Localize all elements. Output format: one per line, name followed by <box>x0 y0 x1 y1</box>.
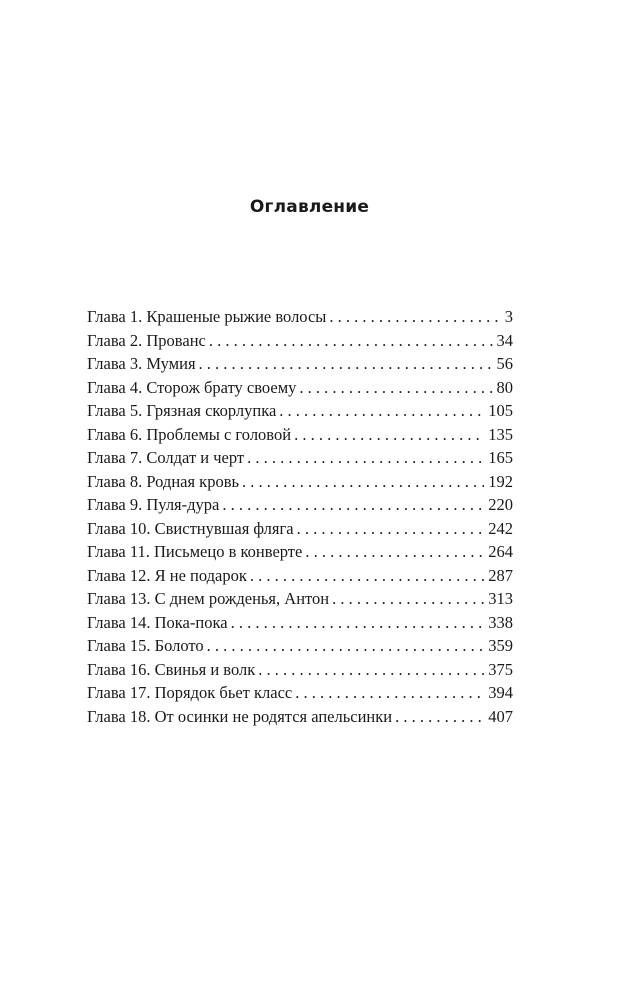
toc-entry-page: 287 <box>488 565 513 585</box>
dot-leader <box>222 493 484 517</box>
toc-entry-8 <box>87 470 513 494</box>
toc-entry-label: Глава 18. От осинки не родятся апельсинки <box>87 706 393 726</box>
toc-entry-12 <box>87 564 513 588</box>
toc-entry-2 <box>87 329 513 353</box>
toc-entry-label: Глава 11. Письмецо в конверте <box>87 542 303 561</box>
dot-leader <box>242 470 484 494</box>
toc-entry-page: 375 <box>488 659 513 679</box>
toc-entry-3 <box>87 352 513 376</box>
toc-entry-1 <box>87 305 513 329</box>
toc-entry-page: 135 <box>488 424 513 444</box>
toc-entry-label: Глава 2. Прованс <box>87 330 206 350</box>
toc-entry-label: Глава 14. Пока-пока <box>87 612 228 632</box>
toc-entry-13 <box>87 587 513 611</box>
toc-entry-label: Глава 5. Грязная скорлупка <box>87 401 277 420</box>
dot-leader <box>332 587 484 611</box>
toc-entry-page: 3 <box>504 307 513 326</box>
toc-entry-page: 313 <box>488 589 513 608</box>
dot-leader <box>199 352 493 376</box>
toc-entry-14 <box>87 611 513 635</box>
dot-leader <box>297 517 485 541</box>
toc-entry-9 <box>87 493 513 517</box>
toc-entry-page: 242 <box>488 518 513 538</box>
toc-entry-4 <box>87 376 513 400</box>
toc-entry-7 <box>87 446 513 470</box>
toc-entry-15 <box>87 634 513 658</box>
toc-entry-label: Глава 12. Я не подарок <box>87 565 247 585</box>
toc-entry-10 <box>87 517 513 541</box>
toc-entry-page: 192 <box>488 471 513 491</box>
toc-entry-page: 394 <box>488 683 513 702</box>
toc-entry-label: Глава 3. Мумия <box>87 354 196 373</box>
toc-entry-label: Глава 13. С днем рожденья, Антон <box>87 589 330 608</box>
toc-entry-label: Глава 8. Родная кровь <box>87 471 240 491</box>
dot-leader <box>207 634 485 658</box>
toc-entry-page: 34 <box>496 330 513 350</box>
toc-entry-label: Глава 16. Свинья и волк <box>87 659 256 679</box>
dot-leader <box>231 611 485 635</box>
toc-title: Оглавление <box>249 197 370 217</box>
dot-leader <box>247 446 484 470</box>
toc-entry-label: Глава 15. Болото <box>87 636 204 655</box>
toc-entry-page: 80 <box>496 377 513 397</box>
toc-entry-page: 220 <box>488 495 513 514</box>
toc-entry-label: Глава 4. Сторож брату своему <box>87 377 297 397</box>
toc-list <box>87 305 513 728</box>
toc-entry-label: Глава 7. Солдат и черт <box>87 448 245 467</box>
toc-entry-label: Глава 9. Пуля-дура <box>87 495 220 514</box>
dot-leader <box>295 681 484 705</box>
toc-entry-11 <box>87 540 513 564</box>
toc-entry-label: Глава 10. Свистнувшая фляга <box>87 518 294 538</box>
toc-entry-17 <box>87 681 513 705</box>
toc-entry-label: Глава 17. Порядок бьет класс <box>87 683 293 702</box>
dot-leader <box>329 305 500 329</box>
dot-leader <box>279 399 484 423</box>
dot-leader <box>305 540 484 564</box>
toc-entry-label: Глава 1. Крашеные рыжие волосы <box>87 307 327 326</box>
toc-entry-18 <box>87 705 513 729</box>
toc-entry-5 <box>87 399 513 423</box>
dot-leader <box>258 658 484 682</box>
toc-entry-page: 359 <box>488 636 513 655</box>
dot-leader <box>299 376 492 400</box>
dot-leader <box>395 705 484 729</box>
toc-entry-page: 56 <box>496 354 513 373</box>
dot-leader <box>294 423 484 447</box>
dot-leader <box>209 329 493 353</box>
toc-entry-page: 338 <box>488 612 513 632</box>
toc-entry-page: 407 <box>488 706 513 726</box>
toc-entry-16 <box>87 658 513 682</box>
dot-leader <box>250 564 484 588</box>
toc-entry-page: 264 <box>488 542 513 561</box>
toc-entry-page: 105 <box>488 401 513 420</box>
toc-entry-label: Глава 6. Проблемы с головой <box>87 424 292 444</box>
toc-entry-6 <box>87 423 513 447</box>
toc-entry-page: 165 <box>488 448 513 467</box>
